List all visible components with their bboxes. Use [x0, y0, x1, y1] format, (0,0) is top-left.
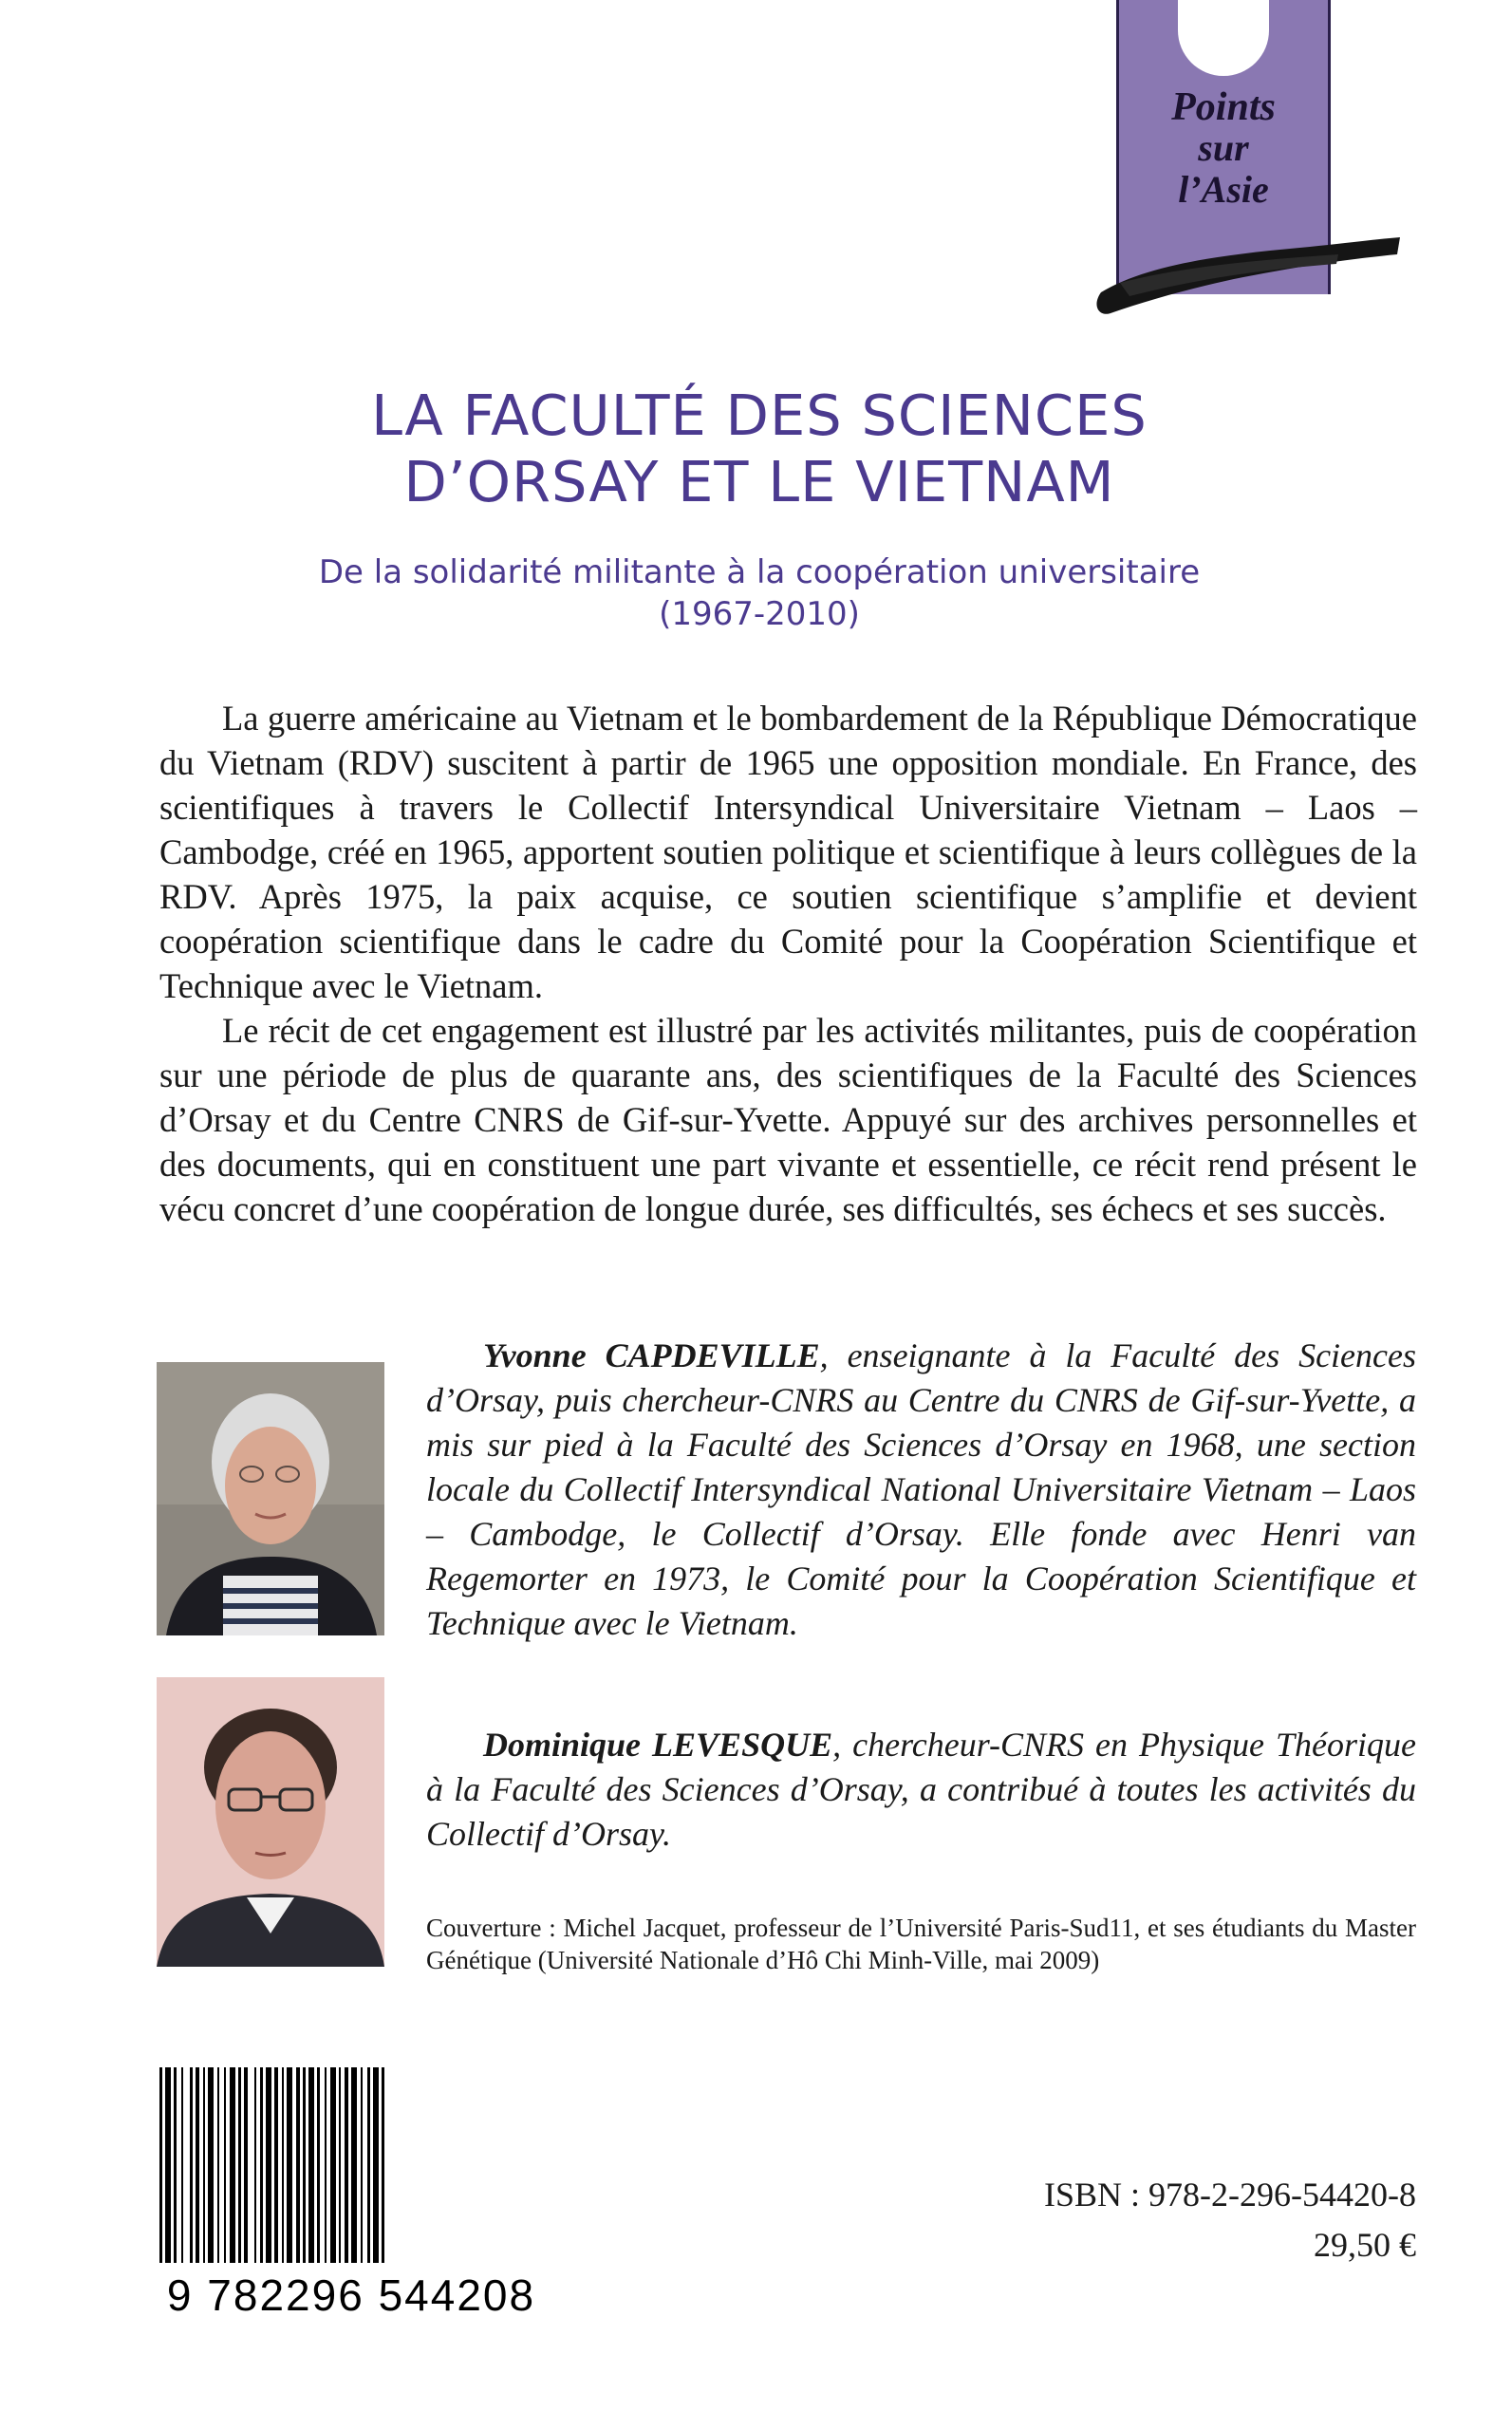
barcode-bar: [230, 2067, 235, 2263]
brush-stroke-decoration: [1092, 226, 1405, 317]
blurb-paragraph-1: La guerre américaine au Vietnam et le bombardement de la République Démocratique du Vietnam (RDV) suscitent à partir de 1965 une opposition mondiale. En France, des scientifiques à travers le Collectif Intersyndical Universitaire Vietnam – Laos – Cambodge, créé en 1965, apportent soutien politique et scientifique à leurs collègues de la RDV. Après 1975, la paix acquise, ce soutien scientifique s’amplifie et devient coopération scientifique dans le cadre du Comité pour la Coopération Scientifique et Technique avec le Vietnam.: [159, 699, 1417, 1005]
barcode-bar: [165, 2067, 171, 2263]
isbn: ISBN : 978-2-296-54420-8: [1044, 2176, 1416, 2214]
barcode-bar: [159, 2067, 162, 2263]
barcode-bar: [287, 2067, 292, 2263]
barcode-bar: [325, 2067, 327, 2263]
barcode-bar: [181, 2067, 183, 2263]
series-name-line1: Points: [1171, 85, 1276, 129]
cover-credit: Couverture : Michel Jacquet, professeur de l’Université Paris-Sud11, et ses étudiants du Master Génétique (Université Nationale d’Hô Chi Minh-Ville, mai 2009): [426, 1914, 1416, 1974]
barcode-bar: [260, 2067, 263, 2263]
barcode-bar: [373, 2067, 379, 2263]
author-bio-levesque: [426, 1723, 1416, 1857]
author-bio-levesque-text: , chercheur-CNRS en Physique Théorique à la Faculté des Sciences d’Orsay, a contribué à toutes les activités du Collectif d’Orsay.: [426, 1726, 1416, 1853]
barcode-bar: [196, 2067, 199, 2263]
series-tab-hole: [1178, 0, 1269, 76]
barcode-bar: [254, 2067, 256, 2263]
barcode-bar: [308, 2067, 314, 2263]
author-bio-capdeville-text: , enseignante à la Faculté des Sciences d’Orsay, puis chercheur-CNRS au Centre du CNRS de Gif-sur-Yvette, a mis sur pied à la Faculté des Sciences d’Orsay en 1968, une section locale du Collectif Intersyndical National Universitaire Vietnam – Laos – Cambodge, le Collectif d’Orsay. Elle fonde avec Henri van Regemorter en 1973, le Comité pour la Coopération Scientifique et Technique avec le Vietnam.: [426, 1336, 1416, 1642]
barcode-bar: [190, 2067, 193, 2263]
barcode-bar: [274, 2067, 278, 2263]
barcode-bar: [367, 2067, 370, 2263]
barcode-bar: [238, 2067, 241, 2263]
author-photo-levesque: [157, 1677, 384, 1967]
series-name-line2: sur: [1198, 126, 1249, 169]
book-subtitle: De la solidarité militante à la coopération universitaire: [318, 553, 1201, 591]
blurb-paragraph-2: Le récit de cet engagement est illustré par les activités militantes, puis de coopération sur une période de plus de quarante ans, des scientifiques de la Faculté des Sciences d’Orsay et du Centre CNRS de Gif-sur-Yvette. Appuyé sur des archives personnelles et des documents, qui en constituent une part vivante et essentielle, ce récit rend présent le vécu concret d’une coopération de longue durée, ses difficultés, ses échecs et ses succès.: [159, 1011, 1417, 1228]
book-date-range: (1967-2010): [659, 595, 860, 633]
book-title-line1: LA FACULTÉ DES SCIENCES: [371, 383, 1148, 448]
barcode-bar: [330, 2067, 336, 2263]
barcode-bar: [208, 2067, 214, 2263]
barcode-bar: [282, 2067, 284, 2263]
author-name-capdeville: Yvonne CAPDEVILLE: [483, 1336, 820, 1374]
barcode-bar: [339, 2067, 341, 2263]
barcode-bar: [351, 2067, 357, 2263]
barcode-bar: [296, 2067, 300, 2263]
barcode-number: 9 782296 544208: [166, 2270, 536, 2316]
price: 29,50 €: [1314, 2226, 1416, 2264]
book-title-line2: D’ORSAY ET LE VIETNAM: [403, 449, 1115, 514]
barcode-bar: [217, 2067, 219, 2263]
barcode-bar: [224, 2067, 226, 2263]
author-name-levesque: Dominique LEVESQUE: [483, 1726, 833, 1764]
blurb: [159, 696, 1417, 1231]
barcode-bar: [382, 2067, 384, 2263]
author-photo-capdeville: [157, 1362, 384, 1635]
barcode-bar: [317, 2067, 320, 2263]
barcode-bar: [244, 2067, 248, 2263]
barcode-bar: [345, 2067, 348, 2263]
author-bio-capdeville: [426, 1334, 1416, 1646]
barcode-bar: [303, 2067, 306, 2263]
barcode-bar: [174, 2067, 177, 2263]
barcode: [152, 2067, 551, 2316]
series-name-line3: l’Asie: [1178, 168, 1269, 211]
barcode-bar: [266, 2067, 271, 2263]
barcode-bar: [203, 2067, 205, 2263]
barcode-bar: [361, 2067, 363, 2263]
